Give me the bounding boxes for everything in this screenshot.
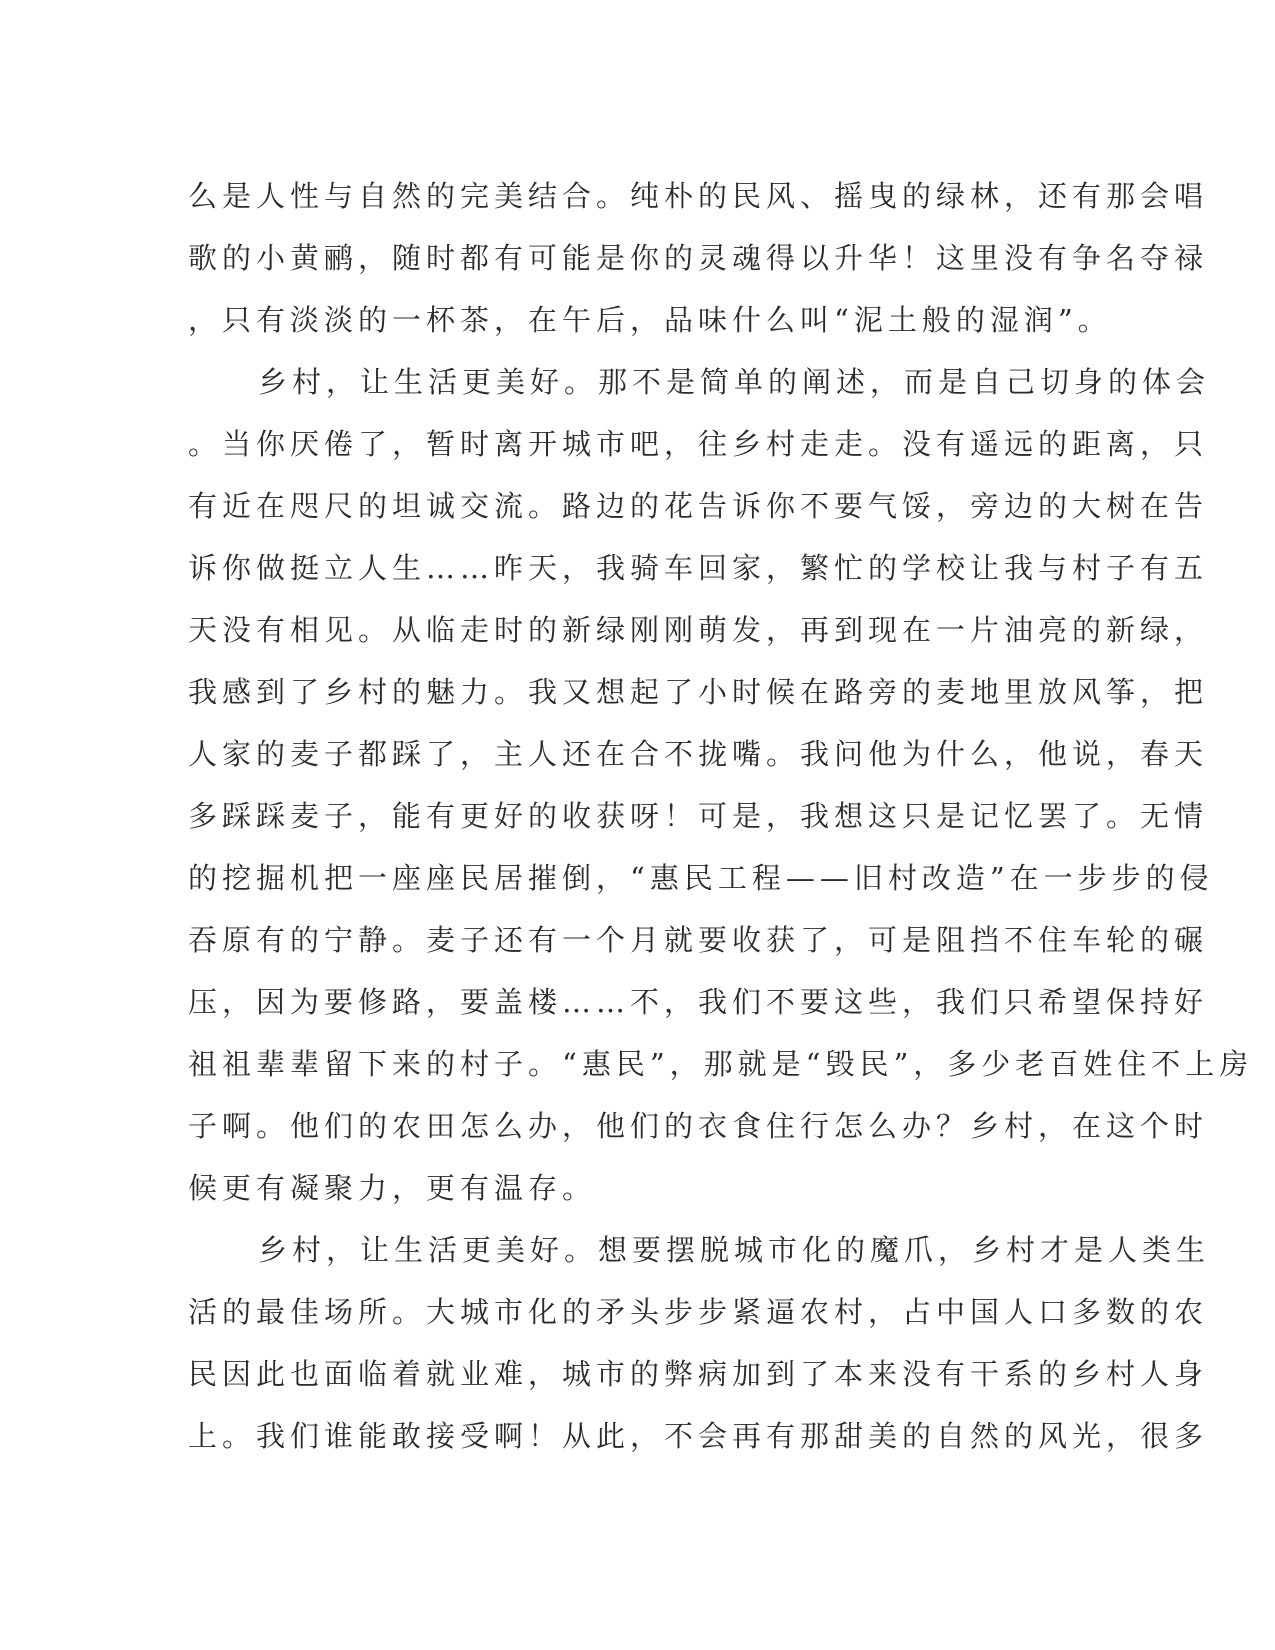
text-line: 诉你做挺立人生……昨天，我骑车回家，繁忙的学校让我与村子有五 <box>188 551 1209 585</box>
text-line: 人家的麦子都踩了，主人还在合不拢嘴。我问他为什么，他说，春天 <box>188 737 1209 771</box>
text-line: 吞原有的宁静。麦子还有一个月就要收获了，可是阻挡不住车轮的碾 <box>188 923 1209 957</box>
text-line: 多踩踩麦子，能有更好的收获呀！可是，我想这只是记忆罢了。无情 <box>188 799 1209 833</box>
text-line: 活的最佳场所。大城市化的矛头步步紧逼农村，占中国人口多数的农 <box>188 1295 1209 1329</box>
paragraph-first-line: 乡村，让生活更美好。那不是简单的阐述，而是自己切身的体会 <box>258 365 1211 399</box>
text-line: 有近在咫尺的坦诚交流。路边的花告诉你不要气馁，旁边的大树在告 <box>188 489 1209 523</box>
text-line: 歌的小黄鹂，随时都有可能是你的灵魂得以升华！这里没有争名夺禄 <box>188 241 1209 275</box>
text-line: ，只有淡淡的一杯茶，在午后，品味什么叫“泥土般的湿润”。 <box>188 303 1112 337</box>
text-line: 民因此也面临着就业难，城市的弊病加到了本来没有干系的乡村人身 <box>188 1357 1209 1391</box>
text-line: 子啊。他们的农田怎么办，他们的衣食住行怎么办？乡村，在这个时 <box>188 1109 1209 1143</box>
text-line: 压，因为要修路，要盖楼……不，我们不要这些，我们只希望保持好 <box>188 985 1209 1019</box>
text-line: 我感到了乡村的魅力。我又想起了小时候在路旁的麦地里放风筝，把 <box>188 675 1209 709</box>
text-line: 候更有凝聚力，更有温存。 <box>188 1171 597 1205</box>
document-body <box>188 165 1254 1467</box>
text-line: 祖祖辈辈留下来的村子。“惠民”，那就是“毁民”，多少老百姓住不上房 <box>188 1047 1254 1081</box>
text-line: 上。我们谁能敢接受啊！从此，不会再有那甜美的自然的风光，很多 <box>188 1419 1209 1453</box>
text-line: 。当你厌倦了，暂时离开城市吧，往乡村走走。没有遥远的距离，只 <box>188 427 1209 461</box>
text-line: 的挖掘机把一座座民居摧倒，“惠民工程——旧村改造”在一步步的侵 <box>188 861 1214 895</box>
text-line: 么是人性与自然的完美结合。纯朴的民风、摇曳的绿林，还有那会唱 <box>188 179 1209 213</box>
text-line: 天没有相见。从临走时的新绿刚刚萌发，再到现在一片油亮的新绿， <box>188 613 1209 647</box>
paragraph-first-line: 乡村，让生活更美好。想要摆脱城市化的魔爪，乡村才是人类生 <box>258 1233 1211 1267</box>
